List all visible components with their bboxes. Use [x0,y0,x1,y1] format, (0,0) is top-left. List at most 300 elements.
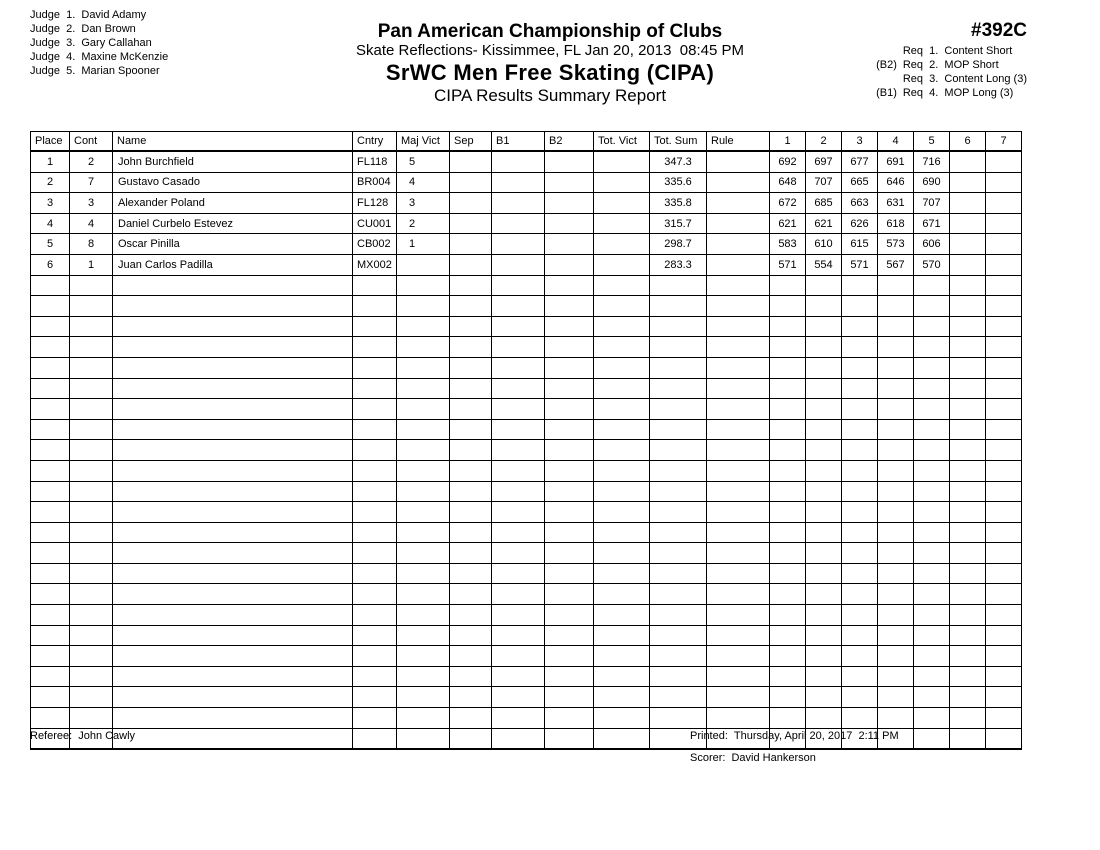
cell-empty [31,296,70,317]
cell-name: Alexander Poland [113,193,353,214]
req-prefix: (B1) [876,87,897,99]
requirement-item [867,44,1027,58]
cell-empty [31,708,70,729]
cell-place: 2 [31,172,70,193]
cell-judge-2: 554 [806,254,842,275]
cell-judge-4: 631 [878,193,914,214]
cell-empty [878,337,914,358]
cell-empty [545,440,594,461]
cell-empty [842,502,878,523]
cell-tot-vict [594,172,650,193]
cell-b2 [545,213,594,234]
cell-empty [878,399,914,420]
cell-empty [594,316,650,337]
cell-empty [353,625,397,646]
cell-empty [450,543,492,564]
cell-empty [650,646,707,667]
cell-empty [450,419,492,440]
cell-empty [353,666,397,687]
printed-timestamp: Thursday, April 20, 2017 2:11 PM [733,730,899,742]
cell-empty [492,522,545,543]
cell-empty [353,357,397,378]
cell-empty [878,440,914,461]
cell-empty [397,522,450,543]
cell-maj-vict: 3 [397,193,450,214]
table-row [31,172,1022,193]
cell-empty [353,296,397,317]
cell-empty [986,522,1022,543]
cell-empty [950,440,986,461]
cell-empty [707,708,770,729]
cell-empty [70,399,113,420]
cell-empty [650,625,707,646]
cell-empty [986,502,1022,523]
cell-empty [397,440,450,461]
cell-empty [707,687,770,708]
cell-judge-4: 573 [878,234,914,255]
cell-judge-6 [950,213,986,234]
cell-b1 [492,193,545,214]
cell-empty [397,605,450,626]
cell-b1 [492,172,545,193]
cell-judge-1: 621 [770,213,806,234]
cell-judge-1: 571 [770,254,806,275]
cell-empty [450,502,492,523]
cell-empty [770,419,806,440]
empty-row [31,625,1022,646]
cell-b2 [545,172,594,193]
cell-empty [950,584,986,605]
cell-empty [842,378,878,399]
cell-judge-1: 648 [770,172,806,193]
cell-empty [70,296,113,317]
cell-empty [545,625,594,646]
cell-empty [986,728,1022,749]
cell-tot-vict [594,193,650,214]
cell-rule [707,254,770,275]
cell-empty [770,502,806,523]
cell-empty [950,563,986,584]
empty-row [31,563,1022,584]
cell-empty [770,275,806,296]
cell-empty [770,605,806,626]
cell-empty [70,378,113,399]
cell-empty [113,399,353,420]
col-header-b2: B2 [545,132,594,152]
cell-empty [70,460,113,481]
col-header-rule: Rule [707,132,770,152]
cell-judge-6 [950,234,986,255]
cell-empty [31,316,70,337]
empty-row [31,419,1022,440]
cell-empty [950,646,986,667]
cell-empty [878,646,914,667]
cell-empty [113,275,353,296]
cell-empty [594,646,650,667]
cell-empty [914,522,950,543]
cell-empty [842,666,878,687]
cell-empty [545,708,594,729]
cell-empty [707,419,770,440]
cell-empty [113,337,353,358]
cell-empty [545,399,594,420]
cell-empty [650,399,707,420]
cell-empty [986,584,1022,605]
cell-empty [986,296,1022,317]
cell-empty [650,460,707,481]
event-title: SrWC Men Free Skating (CIPA) [385,60,715,85]
cell-sep [450,254,492,275]
cell-empty [878,625,914,646]
cell-empty [492,419,545,440]
cell-empty [950,337,986,358]
empty-row [31,543,1022,564]
cell-empty [842,543,878,564]
cell-empty [492,646,545,667]
cell-empty [986,708,1022,729]
cell-judge-7 [986,151,1022,172]
cell-empty [914,646,950,667]
cell-empty [397,543,450,564]
cell-empty [545,316,594,337]
cell-empty [770,337,806,358]
cell-empty [650,584,707,605]
cell-empty [842,481,878,502]
cell-judge-7 [986,234,1022,255]
cell-empty [770,399,806,420]
cell-empty [806,357,842,378]
cell-empty [545,543,594,564]
cell-empty [878,378,914,399]
cell-name: Oscar Pinilla [113,234,353,255]
cell-judge-3: 665 [842,172,878,193]
table-row [31,234,1022,255]
cell-empty [986,481,1022,502]
col-header-judge-3: 3 [842,132,878,152]
cell-judge-6 [950,193,986,214]
scorer-name: David Hankerson [731,752,816,764]
cell-empty [950,419,986,440]
cell-empty [806,419,842,440]
cell-empty [353,460,397,481]
cell-empty [707,543,770,564]
cell-empty [31,440,70,461]
cell-sep [450,234,492,255]
cell-empty [594,708,650,729]
cell-judge-6 [950,151,986,172]
cell-empty [113,666,353,687]
cell-empty [31,419,70,440]
cell-empty [70,646,113,667]
requirements-list [867,44,1027,100]
cell-empty [986,275,1022,296]
cell-tot-sum: 283.3 [650,254,707,275]
cell-empty [397,502,450,523]
cell-place: 4 [31,213,70,234]
cell-judge-3: 663 [842,193,878,214]
cell-b2 [545,234,594,255]
cell-empty [353,316,397,337]
cell-empty [806,378,842,399]
cell-empty [492,399,545,420]
cell-empty [806,399,842,420]
empty-row [31,481,1022,502]
cell-empty [986,378,1022,399]
cell-judge-3: 571 [842,254,878,275]
cell-empty [707,296,770,317]
cell-empty [770,440,806,461]
cell-empty [594,625,650,646]
cell-empty [492,481,545,502]
cell-empty [397,460,450,481]
cell-empty [806,584,842,605]
cell-empty [878,666,914,687]
cell-empty [113,481,353,502]
cell-maj-vict [397,254,450,275]
cell-empty [707,605,770,626]
cell-empty [806,502,842,523]
table-row [31,213,1022,234]
printed-label: Printed: [690,730,728,742]
col-header-judge-5: 5 [914,132,950,152]
cell-empty [450,605,492,626]
cell-empty [806,543,842,564]
cell-place: 1 [31,151,70,172]
cell-empty [914,337,950,358]
cell-empty [31,481,70,502]
cell-empty [806,460,842,481]
cell-name: Juan Carlos Padilla [113,254,353,275]
cell-empty [594,378,650,399]
cell-empty [650,337,707,358]
competition-title: Pan American Championship of Clubs [377,21,723,42]
cell-judge-2: 697 [806,151,842,172]
cell-judge-2: 685 [806,193,842,214]
cell-empty [986,687,1022,708]
cell-empty [594,522,650,543]
cell-empty [397,625,450,646]
col-header-name: Name [113,132,353,152]
col-header-place: Place [31,132,70,152]
cell-cntry: MX002 [353,254,397,275]
cell-empty [986,419,1022,440]
cell-empty [650,357,707,378]
cell-empty [914,625,950,646]
cell-empty [842,687,878,708]
cell-empty [986,563,1022,584]
cell-tot-sum: 335.8 [650,193,707,214]
cell-empty [113,584,353,605]
empty-row [31,522,1022,543]
cell-empty [594,399,650,420]
cell-empty [492,728,545,749]
cell-tot-vict [594,234,650,255]
cell-empty [594,666,650,687]
cell-empty [450,708,492,729]
cell-empty [950,316,986,337]
requirement-item [867,72,1027,86]
cell-empty [842,563,878,584]
cell-judge-4: 618 [878,213,914,234]
cell-empty [113,419,353,440]
cell-empty [950,502,986,523]
cell-judge-5: 716 [914,151,950,172]
cell-judge-2: 621 [806,213,842,234]
cell-empty [878,419,914,440]
cell-empty [806,708,842,729]
cell-judge-2: 707 [806,172,842,193]
cell-empty [950,460,986,481]
cell-empty [914,605,950,626]
cell-judge-5: 671 [914,213,950,234]
col-header-judge-6: 6 [950,132,986,152]
judge-item: Judge 5. Marian Spooner [30,65,160,77]
cell-empty [70,440,113,461]
cell-empty [950,357,986,378]
cell-empty [806,337,842,358]
scorer-label: Scorer: [690,752,726,764]
cell-empty [397,728,450,749]
cell-empty [353,337,397,358]
cell-empty [878,316,914,337]
table-row [31,254,1022,275]
cell-empty [842,316,878,337]
cell-empty [397,296,450,317]
cell-empty [950,543,986,564]
requirement-item [867,86,1027,100]
cell-empty [707,666,770,687]
venue-date-line: Skate Reflections- Kissimmee, FL Jan 20, 2013 08:45 PM [356,42,744,59]
cell-empty [878,563,914,584]
cell-empty [450,522,492,543]
cell-empty [914,502,950,523]
cell-empty [113,316,353,337]
cell-empty [650,708,707,729]
cell-empty [113,502,353,523]
cell-empty [914,460,950,481]
cell-empty [113,625,353,646]
cell-empty [70,584,113,605]
cell-empty [770,522,806,543]
cell-empty [450,357,492,378]
cell-cont: 7 [70,172,113,193]
cell-empty [842,275,878,296]
cell-empty [113,708,353,729]
cell-empty [545,522,594,543]
cell-empty [770,378,806,399]
table-row [31,151,1022,172]
cell-empty [397,337,450,358]
cell-empty [914,357,950,378]
cell-empty [492,378,545,399]
cell-empty [545,378,594,399]
cell-empty [70,687,113,708]
cell-empty [31,502,70,523]
col-header-cont: Cont [70,132,113,152]
cell-empty [950,378,986,399]
cell-empty [70,357,113,378]
cell-empty [806,625,842,646]
cell-empty [492,460,545,481]
cell-empty [492,605,545,626]
cell-empty [842,625,878,646]
cell-empty [545,646,594,667]
cell-empty [707,625,770,646]
cell-cntry: FL118 [353,151,397,172]
cell-empty [492,563,545,584]
col-header-judge-2: 2 [806,132,842,152]
cell-empty [707,584,770,605]
cell-empty [545,337,594,358]
cell-empty [492,337,545,358]
cell-empty [353,563,397,584]
cell-empty [950,296,986,317]
cell-empty [986,440,1022,461]
cell-empty [31,687,70,708]
cell-empty [113,440,353,461]
cell-empty [353,440,397,461]
cell-maj-vict: 2 [397,213,450,234]
cell-rule [707,151,770,172]
empty-row [31,357,1022,378]
cell-empty [842,584,878,605]
referee-label: Referee: [30,730,73,742]
cell-empty [70,522,113,543]
cell-empty [986,666,1022,687]
cell-empty [914,296,950,317]
req-text: Req 4. MOP Long (3) [902,87,1014,99]
cell-empty [842,357,878,378]
cell-empty [914,666,950,687]
cell-empty [770,646,806,667]
cell-empty [450,666,492,687]
cell-empty [842,460,878,481]
cell-empty [878,481,914,502]
cell-empty [594,605,650,626]
cell-b1 [492,254,545,275]
cell-empty [806,605,842,626]
cell-empty [650,522,707,543]
cell-judge-3: 677 [842,151,878,172]
table-header-row [31,132,1022,152]
cell-empty [545,563,594,584]
cell-empty [950,275,986,296]
cell-empty [113,378,353,399]
cell-empty [594,296,650,317]
cell-empty [70,316,113,337]
cell-empty [914,728,950,749]
cell-empty [31,399,70,420]
cell-b1 [492,213,545,234]
cell-empty [650,563,707,584]
cell-empty [770,316,806,337]
cell-empty [594,563,650,584]
cell-tot-vict [594,151,650,172]
cell-empty [492,666,545,687]
cell-empty [650,316,707,337]
cell-empty [707,563,770,584]
cell-empty [707,502,770,523]
cell-empty [986,337,1022,358]
cell-empty [31,275,70,296]
cell-empty [878,460,914,481]
cell-empty [31,543,70,564]
cell-empty [397,584,450,605]
cell-empty [492,296,545,317]
col-header-tot-sum: Tot. Sum [650,132,707,152]
report-number: #392C [971,20,1027,41]
cell-judge-5: 690 [914,172,950,193]
